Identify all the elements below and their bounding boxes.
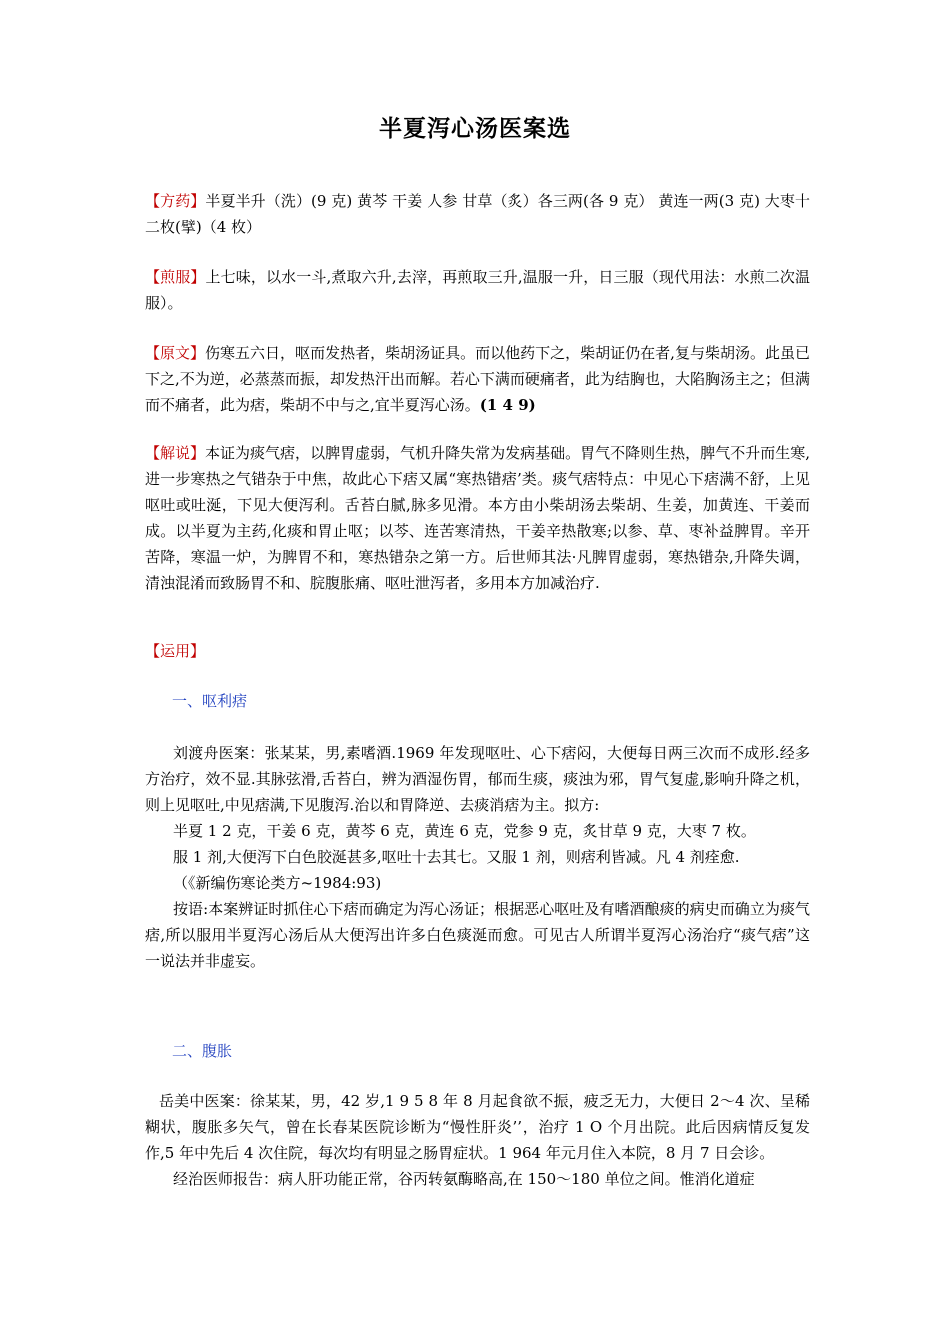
- yuanwen-text: 伤寒五六日，呕而发热者，柴胡汤证具。而以他药下之，柴胡证仍在者,复与柴胡汤。此虽已下之,不为逆，必蒸蒸而振，却发热汗出而解。若心下满而硬痛者，此为结胸也，大陷胸汤主之；但满而不痛者，此为痞，柴胡不中与之,宜半夏泻心汤。: [145, 344, 810, 414]
- jieshuo-paragraph: [145, 440, 810, 596]
- jianfu-tag: 【煎服】: [145, 268, 206, 286]
- section-1-case: [145, 740, 810, 974]
- case-2-narrative: 岳美中医案：徐某某，男，42 岁,1 9 5 8 年 8 月起食欲不振，疲乏无力，大便日 2～4 次、呈稀糊状，腹胀多矢气，曾在长春某医院诊断为“慢性肝炎’’，治疗 1 O 个月出院。此后因病情反复发作,5 年中先后 4 次住院，每次均有明显之肠胃症状。1 964 年元月住入本院，8 月 7 日会诊。: [145, 1092, 810, 1162]
- yunyong-tag: 【运用】: [145, 642, 206, 660]
- section-1-heading: 一、呕利痞: [172, 692, 248, 710]
- case-1-formula: 半夏 1 2 克，干姜 6 克，黄芩 6 克，黄连 6 克，党参 9 克，炙甘草 9 克，大枣 7 枚。: [173, 822, 756, 840]
- section-2-heading: 二、腹胀: [172, 1042, 233, 1060]
- case-1-narrative: 刘渡舟医案：张某某，男,素嗜酒.1969 年发现呕吐、心下痞闷，大便每日两三次而不成形.经多方治疗，效不显.其脉弦滑,舌苔白，辨为酒湿伤胃，郁而生痰，痰浊为邪，胃气复虚,影响升降之机，则上见呕吐,中见痞满,下见腹泻.治以和胃降逆、去痰消痞为主。拟方:: [145, 744, 810, 814]
- jianfu-paragraph: [145, 264, 810, 316]
- case-1-outcome: 服 1 剂,大便泻下白色胶涎甚多,呕吐十去其七。又服 1 剂，则痞利皆减。凡 4 剂痊愈.: [173, 848, 740, 866]
- fangyao-text: 半夏半升（洗）(9 克) 黄芩 干姜 人参 甘草（炙）各三两(各 9 克） 黄连一两(3 克) 大枣十二枚(擘)（4 枚）: [145, 192, 810, 236]
- jianfu-text: 上七味，以水一斗,煮取六升,去滓，再煎取三升,温服一升，日三服（现代用法：水煎二次温服）。: [145, 268, 810, 312]
- page-title: 半夏泻心汤医案选: [379, 116, 571, 142]
- fangyao-paragraph: [145, 188, 810, 240]
- fangyao-tag: 【方药】: [145, 192, 206, 210]
- case-2-report: 经治医师报告：病人肝功能正常，谷丙转氨酶略高,在 150～180 单位之间。惟消化道症: [173, 1170, 755, 1188]
- case-1-source: （《新编伤寒论类方~1984:93): [173, 874, 382, 892]
- yuanwen-tag: 【原文】: [145, 344, 206, 362]
- yunyong-paragraph: [145, 638, 810, 664]
- yuanwen-paragraph: [145, 340, 810, 418]
- section-2-case: [145, 1088, 810, 1192]
- case-1-note: 按语:本案辨证时抓住心下痞而确定为泻心汤证；根据恶心呕吐及有嗜酒酿痰的病史而确立为痰气痞,所以服用半夏泻心汤后从大便泻出许多白色痰涎而愈。可见古人所谓半夏泻心汤治疗“痰气痞”这一说法并非虚妄。: [145, 900, 810, 970]
- jieshuo-text: 本证为痰气痞，以脾胃虚弱，气机升降失常为发病基础。胃气不降则生热，脾气不升而生寒,进一步寒热之气错杂于中焦，故此心下痞又属“寒热错痞’类。痰气痞特点：中见心下痞满不舒，上见呕吐或吐涎，下见大便泻利。舌苔白腻,脉多见滑。本方由小柴胡汤去柴胡、生姜，加黄连、干姜而成。以半夏为主药,化痰和胃止呕；以芩、连苦寒清热，干姜辛热散寒;以参、草、枣补益脾胃。辛开苦降，寒温一炉，为脾胃不和，寒热错杂之第一方。后世师其法·凡脾胃虚弱，寒热错杂,升降失调，清浊混淆而致肠胃不和、脘腹胀痛、呕吐泄泻者，多用本方加减治疗.: [145, 444, 810, 592]
- jieshuo-tag: 【解说】: [145, 444, 206, 462]
- yuanwen-ref: (1 4 9): [479, 396, 536, 414]
